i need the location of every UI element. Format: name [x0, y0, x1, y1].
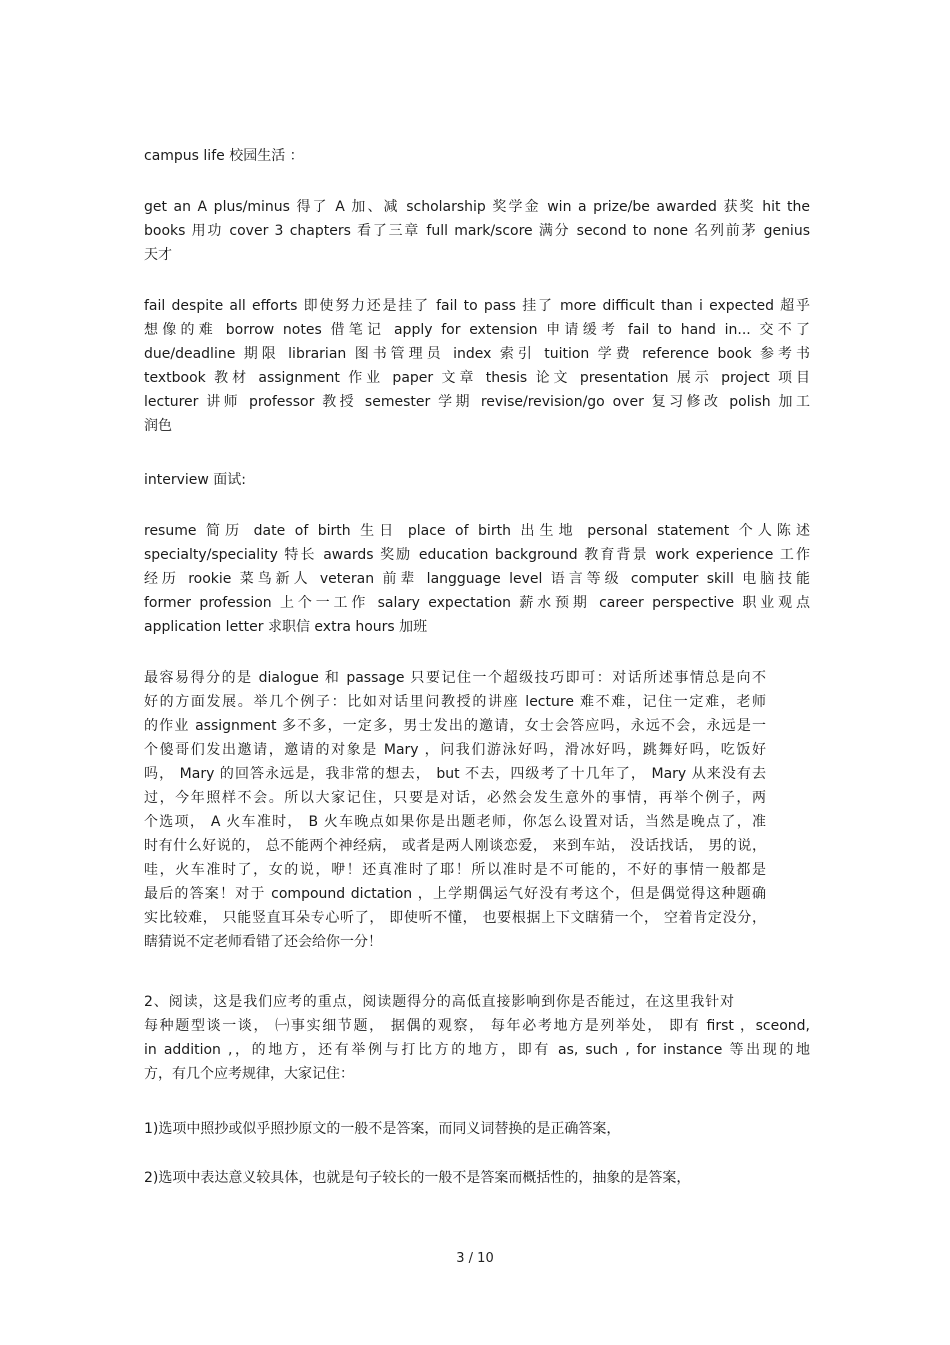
text-line: application letter 求职信 extra hours 加班	[144, 619, 428, 635]
reading-rule-1: 1)选项中照抄或似乎照抄原文的一般不是答案，而同义词替换的是正确答案，	[144, 1121, 621, 1137]
text-line: fail despite all efforts 即使努力还是挂了 fail to pass 挂了 more difficult than i expected 超乎	[144, 298, 810, 314]
campus-vocab-paragraph-1	[144, 195, 810, 267]
text-line: get an A plus/minus 得了 A 加、减 scholarship 奖学金 win a prize/be awarded 获奖 hit the	[144, 199, 810, 215]
text-line: 的作业 assignment 多不多，一定多，男士发出的邀请，女士会答应吗，永远不会，永远是一	[144, 718, 766, 734]
text-line: 瞎猜说不定老师看错了还会给你一分！	[144, 934, 382, 950]
text-line: 哇，火车准时了，女的说，咿！还真准时了耶！所以准时是不可能的，不好的事情一般都是	[144, 862, 766, 878]
text-line: 过，今年照样不会。所以大家记住，只要是对话，必然会发生意外的事情，再举个例子，两	[144, 790, 766, 806]
text-line: 最容易得分的是 dialogue 和 passage 只要记住一个超级技巧即可：对话所述事情总是向不	[144, 670, 766, 686]
text-line: 个傻哥们发出邀请，邀请的对象是 Mary ，问我们游泳好吗，滑冰好吗，跳舞好吗，吃饭好	[144, 742, 766, 758]
text-line: 天才	[144, 247, 172, 263]
text-line: lecturer 讲师 professor 教授 semester 学期 revise/revision/go over 复习修改 polish 加工	[144, 394, 810, 410]
text-line: 吗， Mary 的回答永远是，我非常的想去， but 不去，四级考了十几年了， Mary 从来没有去	[144, 766, 766, 782]
reading-rule-2: 2)选项中表达意义较具体，也就是句子较长的一般不是答案而概括性的，抽象的是答案，	[144, 1170, 691, 1186]
campus-life-heading: campus life 校园生活 ：	[144, 148, 304, 164]
text-line: former profession 上个一工作 salary expectation 薪水预期 career perspective 职业观点	[144, 595, 810, 611]
text-line: 每种题型谈一谈， ㈠事实细节题， 据偶的观察， 每年必考地方是列举处， 即有 first ，sceond,	[144, 1018, 810, 1034]
reading-section-paragraph	[144, 990, 810, 1086]
text-line: 想像的难 borrow notes 借笔记 apply for extension 申请缓考 fail to hand in... 交不了	[144, 322, 810, 338]
text-line: books 用功 cover 3 chapters 看了三章 full mark/score 满分 second to none 名列前茅 genius	[144, 223, 810, 239]
text-line: due/deadline 期限 librarian 图书管理员 index 索引 tuition 学费 reference book 参考书	[144, 346, 810, 362]
interview-vocab-paragraph	[144, 519, 810, 639]
text-line: in addition ,，的地方，还有举例与打比方的地方，即有 as, such , for instance 等出现的地	[144, 1042, 810, 1058]
campus-vocab-paragraph-2	[144, 294, 810, 438]
text-line: 润色	[144, 418, 172, 434]
listening-tips-paragraph	[144, 666, 766, 954]
interview-heading: interview 面试:	[144, 472, 247, 488]
text-line: 个选项， A 火车准时， B 火车晚点如果你是出题老师，你怎么设置对话，当然是晚点了，准	[144, 814, 766, 830]
text-line: resume 简历 date of birth 生日 place of birth 出生地 personal statement 个人陈述	[144, 523, 810, 539]
text-line: 实比较难， 只能竖直耳朵专心听了， 即使听不懂， 也要根据上下文瞎猜一个， 空着肯定没分，	[144, 910, 766, 926]
text-line: 方，有几个应考规律，大家记住：	[144, 1066, 354, 1082]
text-line: textbook 教材 assignment 作业 paper 文章 thesis 论文 presentation 展示 project 项目	[144, 370, 810, 386]
text-line: specialty/speciality 特长 awards 奖励 education background 教育背景 work experience 工作	[144, 547, 810, 563]
text-line: 最后的答案！对于 compound dictation ，上学期偶运气好没有考这个，但是偶觉得这种题确	[144, 886, 766, 902]
text-line: 经历 rookie 菜鸟新人 veteran 前辈 langguage level 语言等级 computer skill 电脑技能	[144, 571, 810, 587]
text-line: 时有什么好说的， 总不能两个神经病， 或者是两人刚谈恋爱， 来到车站， 没话找话， 男的说，	[144, 838, 766, 854]
text-line: 2、阅读，这是我们应考的重点，阅读题得分的高低直接影响到你是否能过，在这里我针对	[144, 994, 734, 1010]
text-line: 好的方面发展。举几个例子：比如对话里问教授的讲座 lecture 难不难，记住一定难，老师	[144, 694, 766, 710]
page-number: 3 / 10	[456, 1251, 494, 1266]
